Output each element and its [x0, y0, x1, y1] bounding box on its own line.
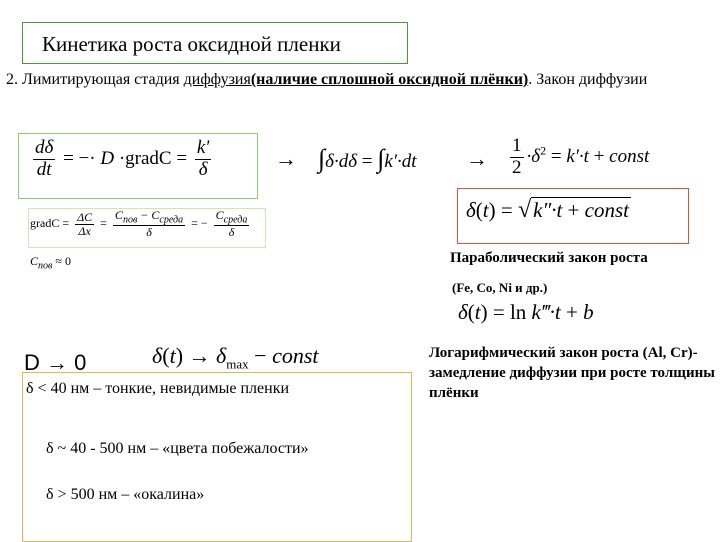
film-thin: δ < 40 нм – тонкие, невидимые пленки [26, 380, 290, 397]
film-scale: δ > 500 нм – «окалина» [46, 486, 205, 503]
logarithmic-law-equation: δ(t) = ln k‴·t + b [458, 300, 594, 324]
intro-diffusion: диффузия [183, 71, 251, 88]
integrated-equation: $\frac{1}{2}$ $\cdot\delta^2 = k'\cdot t$ + const [512, 135, 650, 178]
intro-part1: 2. Лимитирующая стадия [6, 71, 184, 88]
arrow-2: → [466, 146, 488, 171]
diffusion-limit: D → 0 [24, 350, 87, 375]
parabolic-metals: (Fe, Co, Ni и др.) [452, 280, 548, 295]
intro-text [6, 70, 718, 90]
arrow-1: → [275, 146, 297, 171]
parabolic-law-label: Параболический закон роста [450, 250, 648, 266]
integral-equation: ∫δ·dδ = ∫k′·dt [318, 144, 417, 173]
intro-condition: (наличие сплошной оксидной плёнки) [250, 71, 529, 88]
logarithmic-law-label: Логарифмический закон роста (Al, Cr)-замедление диффузии при росте толщины плёнки [429, 345, 715, 401]
intro-law: . Закон диффузии [528, 71, 648, 88]
parabolic-law-equation: δ(t) = √k″·t + const [466, 197, 629, 223]
film-tarnish: δ ~ 40 - 500 нм – «цвета побежалости» [46, 440, 309, 457]
surface-concentration: $C_{пов} \approx 0$ [30, 254, 71, 272]
diffusion-law-equation: $\frac{d\delta}{dt}$ = −· D ·gradC = $\frac{k'}{\delta}$ [35, 137, 210, 180]
gradient-equation: gradC = $\frac{\Delta C}{\Delta x}$ = $\frac{C_{пов} - C_{среда}}{\delta}$ = − $\frac{C_{среда}}{\delta}$ [30, 208, 248, 240]
limit-equation: $\delta(t) \to \delta_{max}$ − const [152, 343, 319, 372]
slide-title: Кинетика роста оксидной пленки [42, 32, 341, 56]
